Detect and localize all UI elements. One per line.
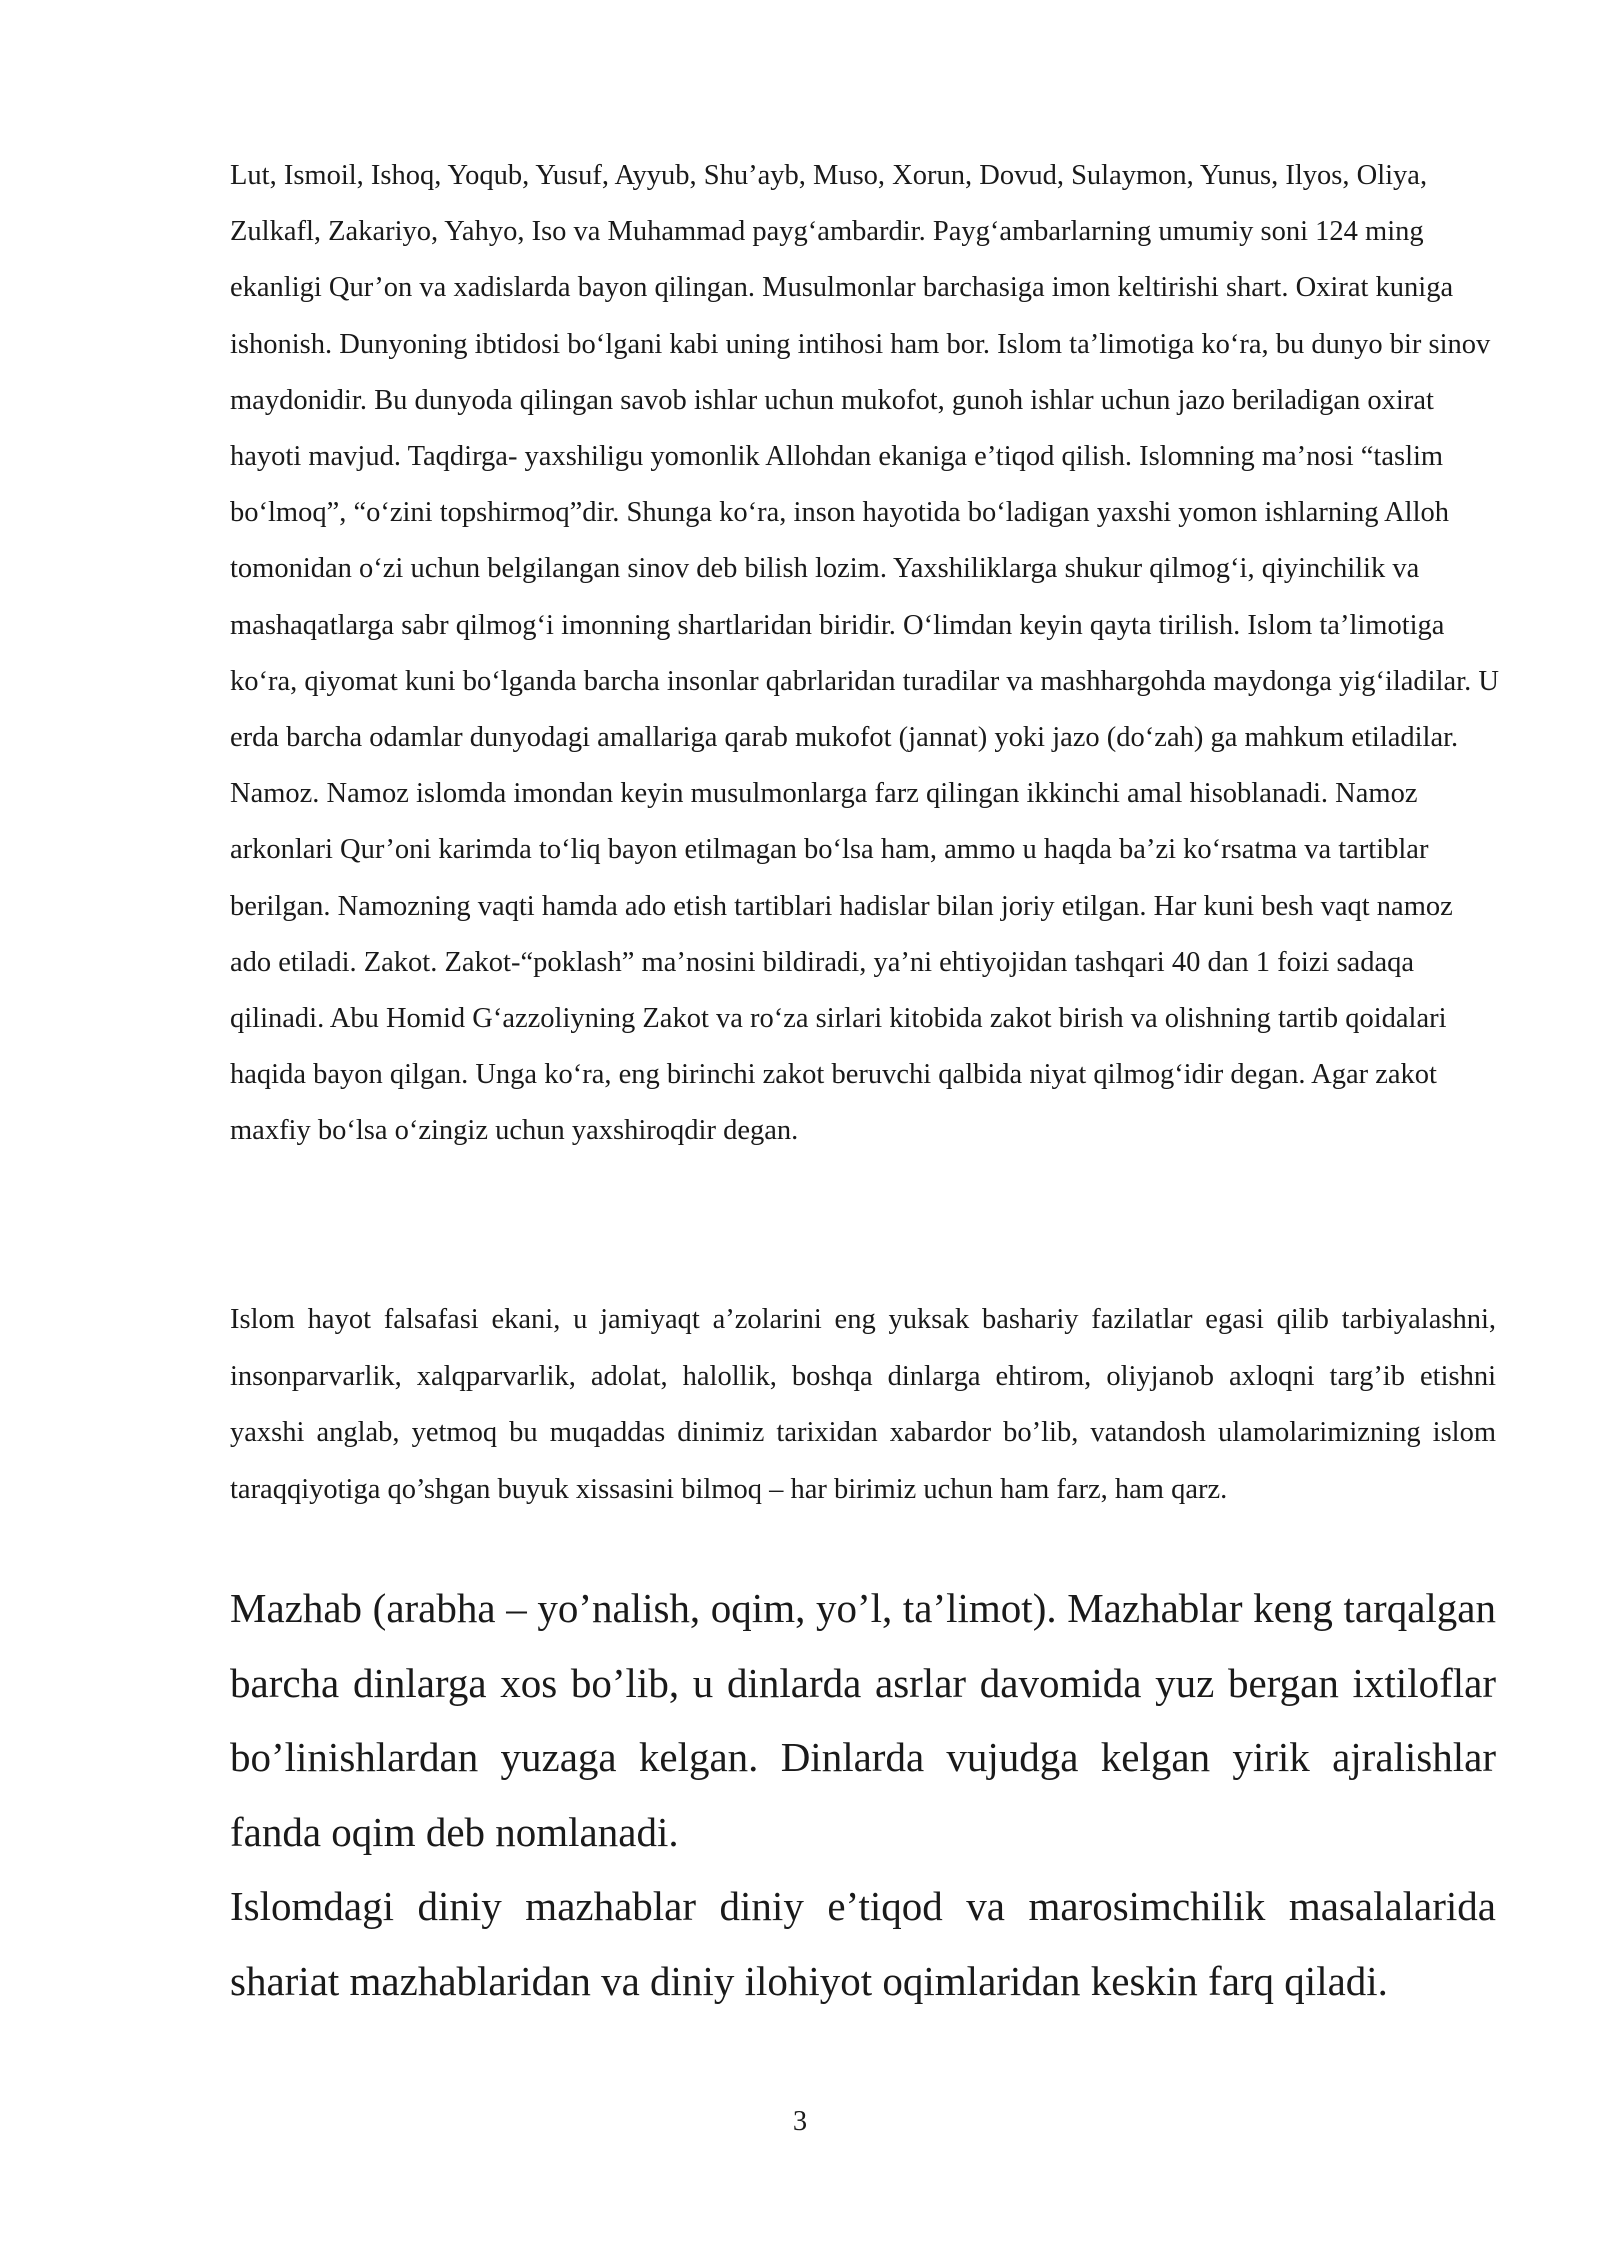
body-paragraph-1: Lut, Ismoil, Ishoq, Yoqub, Yusuf, Ayyub, Shu’ayb, Muso, Xorun, Dovud, Sulaymon, Yunus, Ilyos, Oliya, Zulkafl, Zakariyo, Yahyo, Iso va Muhammad payg‘ambardir. Payg‘ambarlarning umumiy soni 124 ming ekanligi Qur’on va xadislarda bayon qilingan. Musulmonlar barchasiga imon keltirishi shart. Oxirat kuniga ishonish. Dunyoning ibtidosi bo‘lgani kabi uning intihosi ham bor. Islom ta’limotiga ko‘ra, bu dunyo bir sinov maydonidir. Bu dunyoda qilingan savob ishlar uchun mukofot, gunoh ishlar uchun jazo beriladigan oxirat hayoti mavjud. Taqdirga- yaxshiligu yomonlik Allohdan ekaniga e’tiqod qilish. Islomning ma’nosi “taslim bo‘lmoq”, “o‘zini topshirmoq”dir. Shunga ko‘ra, inson hayotida bo‘ladigan yaxshi yomon ishlarning Alloh tomonidan o‘zi uchun belgilangan sinov deb bilish lozim. Yaxshiliklarga shukur qilmog‘i, qiyinchilik va mashaqatlarga sabr qilmog‘i imonning shartlaridan biridir. O‘limdan keyin qayta tirilish. Islom ta’limotiga ko‘ra, qiyomat kuni bo‘lganda barcha insonlar qabrlaridan turadilar va mashhargohda maydonga yig‘iladilar. U erda barcha odamlar dunyodagi amallariga qarab mukofot (jannat) yoki jazo (do‘zah) ga mahkum etiladilar. Namoz. Namoz islomda imondan keyin musulmonlarga farz qilingan ikkinchi amal hisoblanadi. Namoz arkonlari Qur’oni karimda to‘liq bayon etilmagan bo‘lsa ham, ammo u haqda ba’zi ko‘rsatma va tartiblar berilgan. Namozning vaqti hamda ado etish tartiblari hadislar bilan joriy etilgan. Har kuni besh vaqt namoz ado etiladi. Zakot. Zakot-“poklash” ma’nosini bildiradi, ya’ni ehtiyojidan tashqari 40 dan 1 foizi sadaqa qilinadi. Abu Homid G‘azzoliyning Zakot va ro‘za sirlari kitobida zakot birish va olishning tartib qoidalari haqida bayon qilgan. Unga ko‘ra, eng birinchi zakot beruvchi qalbida niyat qilmog‘idir degan. Agar zakot maxfiy bo‘lsa o‘zingiz uchun yaxshiroqdir degan. (230, 160, 1499, 1147)
body-paragraph-3: Mazhab (arabha – yo’nalish, oqim, yo’l, ta’limot). Mazhablar keng tarqalgan barcha dinlarga xos bo’lib, u dinlarda asrlar davomida yuz bergan ixtiloflar bo’linishlardan yuzaga kelgan. Dinlarda vujudga kelgan yirik ajralishlar fanda oqim deb nomlanadi. (230, 1585, 1496, 1855)
page-number: 3 (792, 2106, 808, 2137)
body-paragraph-4: Islomdagi diniy mazhablar diniy e’tiqod va marosimchilik masalalarida shariat mazhablaridan va diniy ilohiyot oqimlaridan keskin farq qiladi. (230, 1883, 1496, 2004)
body-paragraph-2: Islom hayot falsafasi ekani, u jamiyaqt a’zolarini eng yuksak bashariy fazilatlar egasi qilib tarbiyalashni, insonparvarlik, xalqparvarlik, adolat, halollik, boshqa dinlarga ehtirom, oliyjanob axloqni targ’ib etishni yaxshi anglab, yetmoq bu muqaddas dinimiz tarixidan xabardor bo’lib, vatandosh ulamolarimizning islom taraqqiyotiga qo’shgan buyuk xissasini bilmoq – har birimiz uchun ham farz, ham qarz. (230, 1304, 1496, 1505)
